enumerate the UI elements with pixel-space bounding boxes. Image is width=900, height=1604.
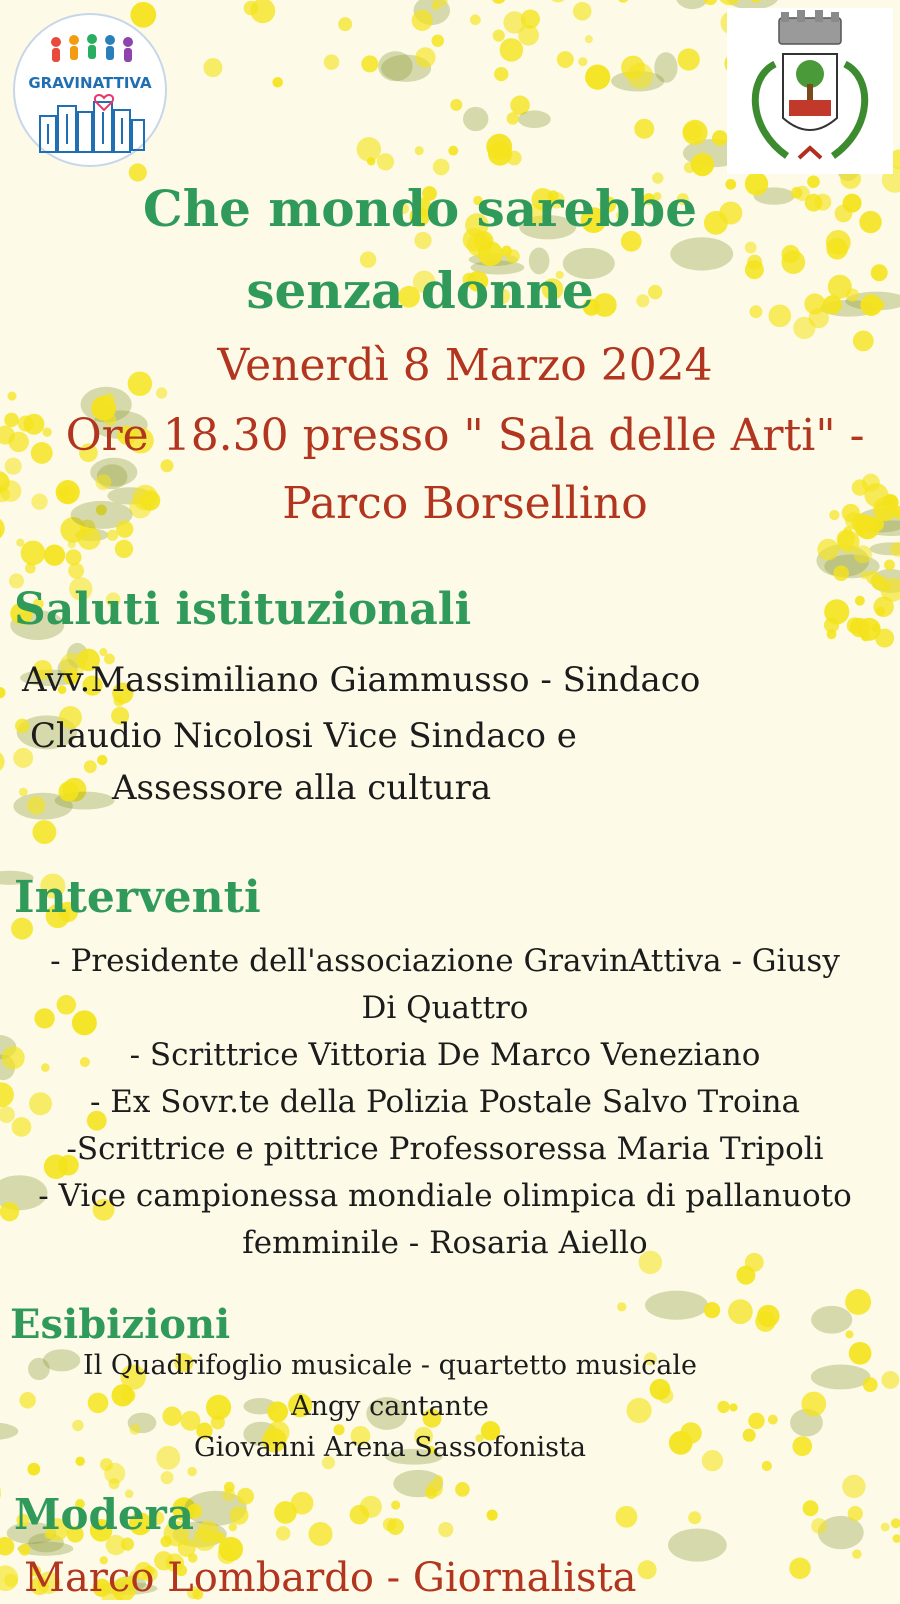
modera-heading: Modera	[14, 1488, 194, 1542]
logo-text: GRAVINATTIVA	[28, 74, 152, 92]
title-line-2: senza donne	[0, 260, 840, 322]
esibizioni-line: Giovanni Arena Sassofonista	[0, 1427, 780, 1468]
event-venue: Parco Borsellino	[0, 476, 900, 532]
gravinattiva-logo	[12, 12, 168, 168]
interventi-list	[0, 938, 890, 1267]
moderator-name: Marco Lombardo - Giornalista	[24, 1552, 637, 1604]
event-time-location: Ore 18.30 presso " Sala delle Arti" -	[0, 408, 900, 464]
event-date: Venerdì 8 Marzo 2024	[0, 338, 900, 394]
interventi-line: - Ex Sovr.te della Polizia Postale Salvo Troina	[0, 1079, 890, 1126]
saluti-heading: Saluti istituzionali	[14, 582, 471, 638]
esibizioni-line: Angy cantante	[0, 1386, 780, 1427]
esibizioni-list	[0, 1345, 780, 1468]
interventi-line: -Scrittrice e pittrice Professoressa Maria Tripoli	[0, 1126, 890, 1173]
municipal-crest-icon	[727, 8, 893, 174]
interventi-line: - Presidente dell'associazione GravinAttiva - Giusy	[0, 938, 890, 985]
esibizioni-heading: Esibizioni	[10, 1300, 230, 1350]
municipal-crest	[727, 8, 893, 174]
interventi-line: Di Quattro	[0, 985, 890, 1032]
interventi-line: - Scrittrice Vittoria De Marco Veneziano	[0, 1032, 890, 1079]
interventi-line: femminile - Rosaria Aiello	[0, 1220, 890, 1267]
interventi-line: - Vice campionessa mondiale olimpica di pallanuoto	[0, 1173, 890, 1220]
esibizioni-line: Il Quadrifoglio musicale - quartetto musicale	[0, 1345, 780, 1386]
interventi-heading: Interventi	[14, 870, 261, 926]
title-line-1: Che mondo sarebbe	[0, 178, 840, 240]
saluti-line: Claudio Nicolosi Vice Sindaco e	[30, 714, 577, 758]
saluti-line: Assessore alla cultura	[112, 766, 491, 810]
saluti-line: Avv.Massimiliano Giammusso - Sindaco	[22, 658, 700, 702]
